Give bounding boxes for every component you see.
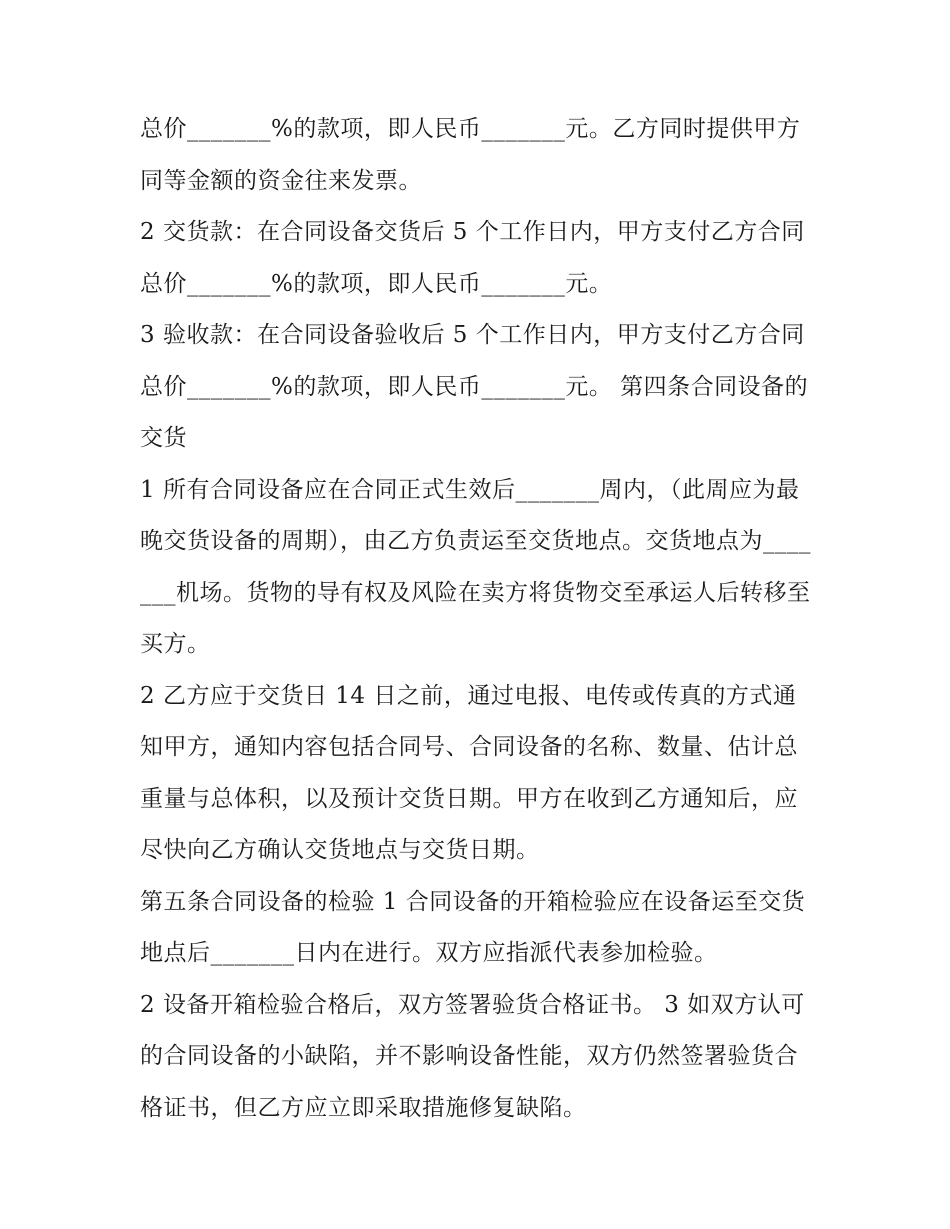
paragraph-delivery-notice: 2 乙方应于交货日 14 日之前，通过电报、电传或传真的方式通知甲方，通知内容包括合同号、合同设备的名称、数量、估计总重量与总体积，以及预计交货日期。甲方在收到乙方通知后，应尽快向乙方确认交货地点与交货日期。	[140, 682, 798, 863]
paragraph-delivery-schedule: 1 所有合同设备应在合同正式生效后_______周内，（此周应为最晚交货设备的周期），由乙方负责运至交货地点。交货地点为_______机场。货物的导有权及风险在卖方将货物交至承运人后转移至买方。	[140, 476, 811, 657]
paragraph-acceptance-payment: 3 验收款：在合同设备验收后 5 个工作日内，甲方支付乙方合同总价_______%的款项，即人民币_______元。 第四条合同设备的交货	[140, 322, 809, 451]
paragraph-inspection-certificate: 2 设备开箱检验合格后，双方签署验货合格证书。 3 如双方认可的合同设备的小缺陷，并不影响设备性能，双方仍然签署验货合格证书，但乙方应立即采取措施修复缺陷。	[140, 991, 805, 1121]
paragraph-payment-continuation: 总价_______%的款项，即人民币_______元。乙方同时提供甲方同等金额的资金往来发票。	[140, 116, 801, 194]
document-body	[140, 104, 812, 1134]
paragraph-delivery-payment: 2 交货款：在合同设备交货后 5 个工作日内，甲方支付乙方合同总价_______%的款项，即人民币_______元。	[140, 219, 805, 297]
paragraph-inspection-article: 第五条合同设备的检验 1 合同设备的开箱检验应在设备运至交货地点后_______日内在进行。双方应指派代表参加检验。	[140, 888, 806, 966]
